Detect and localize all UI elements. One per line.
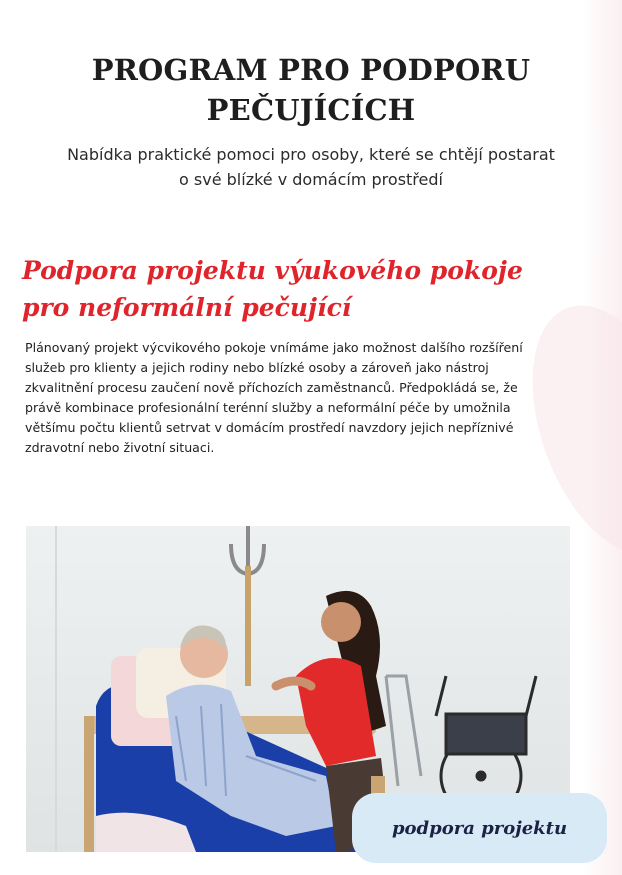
section-heading-line-2: pro neformální pečující <box>22 293 352 322</box>
body-line: většímu počtu klientů setrvat v domácím prostředí navzdory jejich nepříznivé <box>25 420 514 435</box>
body-line: zkvalitnění procesu zaučení nově příchozích zaměstnanců. Předpokládá se, že <box>25 380 518 395</box>
badge-label: podpora projektu <box>391 817 568 839</box>
section-body <box>25 338 590 458</box>
project-support-badge <box>352 793 607 863</box>
body-line: právě kombinace profesionální terénní služby a neformální péče by umožnila <box>25 400 511 415</box>
page-subtitle-line-1: Nabídka praktické pomoci pro osoby, které se chtějí postarat <box>67 145 555 164</box>
page-title-line-1: PROGRAM PRO PODPORU <box>91 53 531 87</box>
page-title <box>0 50 622 130</box>
body-line: Plánovaný projekt výcvikového pokoje vnímáme jako možnost dalšího rozšíření <box>25 340 523 355</box>
page-subtitle <box>20 142 602 192</box>
section-heading-line-1: Podpora projektu výukového pokoje <box>22 256 523 285</box>
body-line: zdravotní nebo životní situaci. <box>25 440 215 455</box>
page-subtitle-line-2: o své blízké v domácím prostředí <box>179 170 443 189</box>
body-line: služeb pro klienty a jejich rodiny nebo blízké osoby a zároveň jako nástroj <box>25 360 489 375</box>
page-title-line-2: PEČUJÍCÍCH <box>206 93 416 127</box>
section-heading <box>22 252 582 326</box>
